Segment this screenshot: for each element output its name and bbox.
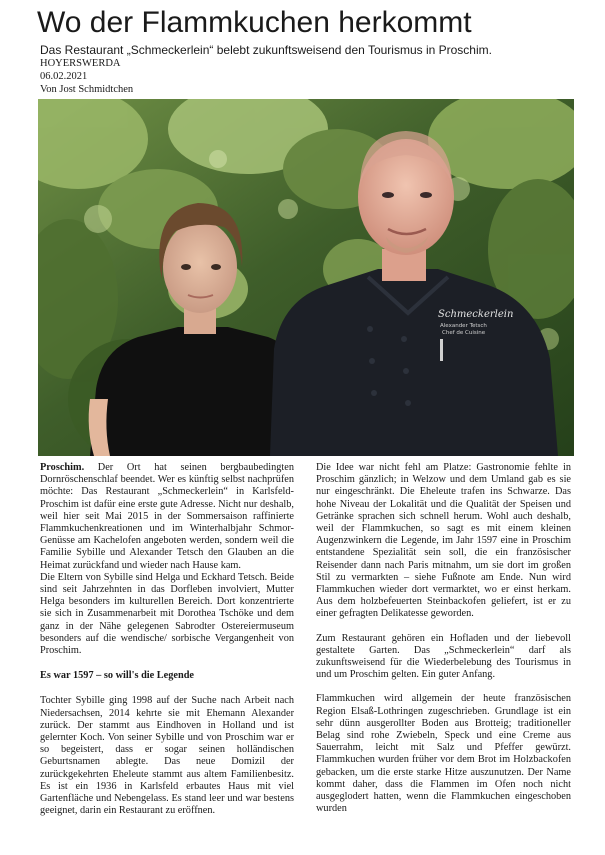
paragraph-shop: Zum Restaurant gehören ein Hofladen und der liebevoll gestaltete Garten. Das „Schmeckerlein“ darf als zukunftsweisend für die Wiederbelebung des Tourismus in und um Proschim gelten. Ein guter Anfang. (316, 632, 571, 681)
jacket-logo-text: Schmeckerlein (438, 309, 514, 320)
article-column-right (316, 462, 571, 815)
paragraph-parents: Die Eltern von Sybille sind Helga und Eckhard Tetsch. Beide sind seit Jahrzehnten in das Dorfleben involviert, Mutter Helga besonders im kulturellen Bereich. Dort konzentrierte sie sich in Zusammenarbeit mit Dorothea Tschöke und dem ganz in der Nähe gelegenen Sabrodter Ostereiermuseum besonders auf die wendische/ sorbische Vergangenheit von Proschim. (40, 571, 294, 657)
dateline-location: HOYERSWERDA (40, 58, 121, 69)
byline: Von Jost Schmidtchen (40, 84, 134, 95)
paragraph-daughter: Tochter Sybille ging 1998 auf der Suche nach Arbeit nach Niedersachsen, 2014 kehrte sie mit Ehemann Alexander zurück. Der stammt aus Eindhoven in Holland und ist gelernter Koch. Von seiner Sybille und von Proschim war er so begeistert, dass er sogar seinen holländischen Geburtsnamen ablegte. Das neue Domizil der zurückgekehrten Eheleute stammt aus altem Familienbesitz. Es ist ein 1936 in Karlsfeld erbautes Haus mit viel Gartenfläche und Nebengelass. Es stand leer und war bestens geeignet, darin ein Restaurant zu eröffnen. (40, 695, 294, 817)
article-column-left (40, 462, 294, 817)
jacket-name-text: Alexander Tetsch (440, 323, 487, 329)
headline: Wo der Flammkuchen herkommt (37, 6, 472, 39)
paragraph-intro-text: Der Ort hat seinen bergbaubedingten Dornröschenschlaf beendet. Wer es künftig selbst nachprüfen möchte: Das Restaurant „Schmeckerlein“ in Karlsfeld-Proschim ist dafür eine erste gute Adresse. Nicht nur deshalb, weil hier seit Mai 2015 in der Sommersaison raffinierte Flammkuchenkreationen und im Winterhalbjahr Schmor-Genüsse am Kachelofen angeboten werden, sondern weil die Familie Sybille und Alexander Tetsch den Glauben an die Heimat zurückfand und wieder nach Hause kam. (40, 462, 294, 571)
pen-icon (440, 339, 443, 361)
publication-date: 06.02.2021 (40, 71, 88, 82)
paragraph-idea: Die Idee war nicht fehl am Platze: Gastronomie fehlte in Proschim gänzlich; in Welzow und dem Umland gab es sie nur eingeschränkt. Die Eheleute trafen ins Schwarze. Das hohe Niveau der Lokalität und die Qualität der Speisen und Getränke sprachen sich schnell herum. Wohl auch deshalb, weil der Flammkuchen, so sagt es mit einem kleinen Augenzwinkern die Legende, im Jahr 1597 eine in Proschim entstandene Spezialität sein soll, die ein französischer Reisender dann nach Paris mitnahm, um sie dort im großen Stil zu vermarkten – siehe Fußnote am Ende. Nun wird Flammkuchen wieder dort vermarktet, wo er einst herkam. Aus dem holzbefeuerten Steinbackofen geliefert, ist er zu einer gefragten Delikatesse geworden. (316, 462, 571, 620)
dateline-lead: Proschim. (40, 462, 85, 473)
subtitle: Das Restaurant „Schmeckerlein“ belebt zukunftsweisend den Tourismus in Proschim. (40, 43, 492, 57)
paragraph-footnote: Flammkuchen wird allgemein der heute französischen Region Elsaß-Lothringen zugeschrieben. Grundlage ist ein sehr dünn ausgerollter Boden aus Brotteig; traditioneller Belag sind rohe Zwiebeln, Speck und eine Creme aus Sauerrahm, leicht mit Salz und Pfeffer gewürzt. Flammkuchen wurden früher vor dem Brot im Holzbackofen gebacken, um die erste starke Hitze auszunutzen. Der Name kommt daher, dass die Flammen im Ofen noch nicht ausgeglodert hatten, wenn die Flammkuchen eingeschoben wurden (316, 693, 571, 815)
subheading: Es war 1597 – so will's die Legende (40, 670, 194, 682)
paragraph-intro (40, 462, 294, 572)
article-photo (38, 99, 574, 456)
jacket-role-text: Chef de Cuisine (442, 330, 486, 336)
